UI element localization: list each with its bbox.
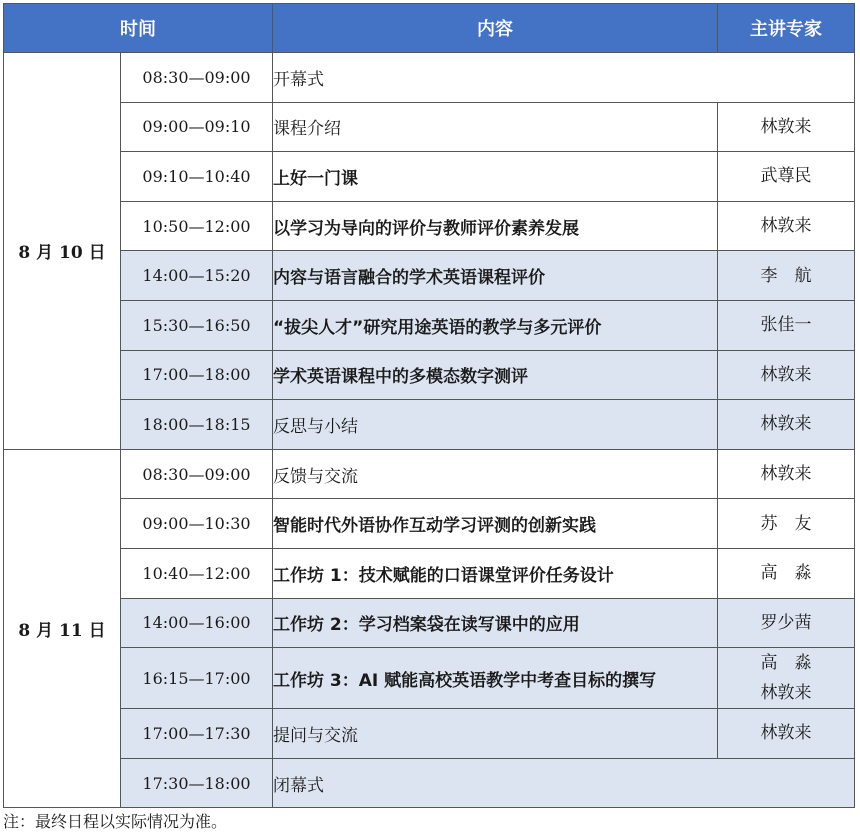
session-time: 08:30—09:00 (121, 53, 273, 103)
session-content: 上好一门课 (273, 152, 718, 202)
speaker-name: 苏 友 (760, 513, 812, 534)
session-time: 17:30—18:00 (121, 758, 273, 808)
session-time: 10:50—12:00 (121, 201, 273, 251)
footnote: 注：最终日程以实际情况为准。 (3, 812, 228, 831)
speaker-name: 罗少茜 (760, 612, 812, 633)
table-row (4, 449, 855, 499)
session-time: 18:00—18:15 (121, 400, 273, 450)
table-row (4, 350, 855, 400)
session-speaker (718, 499, 855, 549)
session-content: 学术英语课程中的多模态数字测评 (273, 350, 718, 400)
session-time: 14:00—15:20 (121, 251, 273, 301)
session-content: 内容与语言融合的学术英语课程评价 (273, 251, 718, 301)
session-content: 闭幕式 (273, 758, 855, 808)
session-content: “拔尖人才”研究用途英语的教学与多元评价 (273, 300, 718, 350)
session-speaker (718, 449, 855, 499)
session-speaker (718, 102, 855, 152)
session-speaker (718, 400, 855, 450)
session-time: 14:00—16:00 (121, 598, 273, 648)
session-content: 反思与小结 (273, 400, 718, 450)
speaker-name: 高 淼 (760, 653, 812, 674)
header-content: 内容 (273, 4, 718, 53)
speaker-name: 林敦来 (760, 216, 812, 237)
session-content: 提问与交流 (273, 709, 718, 759)
session-time: 08:30—09:00 (121, 449, 273, 499)
session-speaker (718, 648, 855, 709)
table-row (4, 709, 855, 759)
session-time: 15:30—16:50 (121, 300, 273, 350)
table-row (4, 499, 855, 549)
session-time: 10:40—12:00 (121, 548, 273, 598)
session-content: 智能时代外语协作互动学习评测的创新实践 (273, 499, 718, 549)
speaker-name: 林敦来 (760, 723, 812, 744)
header-speaker: 主讲专家 (718, 4, 855, 53)
session-content: 工作坊 2：学习档案袋在读写课中的应用 (273, 598, 718, 648)
table-row (4, 648, 855, 709)
session-time: 16:15—17:00 (121, 648, 273, 709)
session-content: 反馈与交流 (273, 449, 718, 499)
session-time: 09:00—10:30 (121, 499, 273, 549)
session-time: 17:00—17:30 (121, 709, 273, 759)
speaker-name: 李 航 (760, 265, 812, 286)
table-row (4, 201, 855, 251)
speaker-name: 林敦来 (760, 364, 812, 385)
session-date: 8 月 11 日 (4, 449, 121, 808)
table-row (4, 300, 855, 350)
session-speaker (718, 548, 855, 598)
speaker-name: 高 淼 (760, 563, 812, 584)
table-row (4, 400, 855, 450)
session-content: 工作坊 1：技术赋能的口语课堂评价任务设计 (273, 548, 718, 598)
schedule-body (4, 53, 855, 808)
speaker-name: 张佳一 (760, 315, 812, 336)
session-speaker (718, 300, 855, 350)
speaker-name: 林敦来 (760, 683, 812, 704)
session-time: 17:00—18:00 (121, 350, 273, 400)
session-content: 开幕式 (273, 53, 855, 103)
session-speaker (718, 201, 855, 251)
header-time: 时间 (4, 4, 273, 53)
session-speaker (718, 709, 855, 759)
session-speaker (718, 152, 855, 202)
table-row (4, 152, 855, 202)
speaker-name: 武尊民 (760, 166, 812, 187)
session-date: 8 月 10 日 (4, 53, 121, 450)
header-row (4, 4, 855, 53)
table-row (4, 102, 855, 152)
session-content: 以学习为导向的评价与教师评价素养发展 (273, 201, 718, 251)
session-speaker (718, 251, 855, 301)
session-content: 工作坊 3：AI 赋能高校英语教学中考查目标的撰写 (273, 648, 718, 709)
table-row (4, 598, 855, 648)
session-time: 09:00—09:10 (121, 102, 273, 152)
table-row (4, 548, 855, 598)
speaker-name: 林敦来 (760, 464, 812, 485)
table-row (4, 53, 855, 103)
table-row (4, 758, 855, 808)
session-speaker (718, 350, 855, 400)
schedule-table (3, 3, 855, 808)
session-time: 09:10—10:40 (121, 152, 273, 202)
session-content: 课程介绍 (273, 102, 718, 152)
speaker-name: 林敦来 (760, 414, 812, 435)
table-row (4, 251, 855, 301)
speaker-name: 林敦来 (760, 116, 812, 137)
session-speaker (718, 598, 855, 648)
